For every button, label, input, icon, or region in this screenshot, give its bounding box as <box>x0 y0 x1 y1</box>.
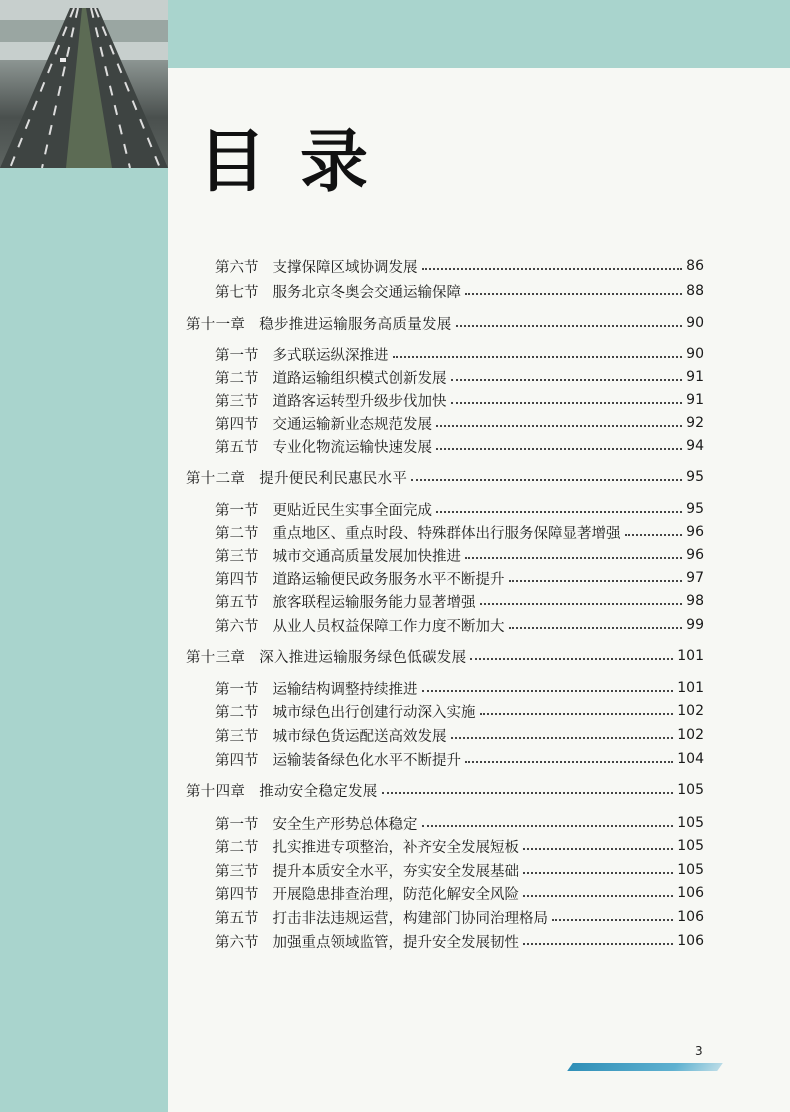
toc-section-entry[interactable] <box>215 567 704 589</box>
toc-entry-number: 第三节 <box>215 393 259 410</box>
toc-entry-label <box>215 545 461 566</box>
toc-entry-label <box>215 725 447 746</box>
toc-section-entry[interactable] <box>215 590 704 612</box>
toc-entry-title: 运输结构调整持续推进 <box>272 681 418 698</box>
toc-leader-dots <box>451 737 674 739</box>
toc-entry-number: 第二节 <box>215 839 259 856</box>
toc-entry-title: 更贴近民生实事全面完成 <box>272 502 432 519</box>
toc-entry-number: 第一节 <box>215 502 259 519</box>
toc-entry-label <box>215 390 447 411</box>
toc-entry-title: 交通运输新业态规范发展 <box>272 416 432 433</box>
toc-entry-page: 105 <box>677 838 704 854</box>
toc-entry-page: 91 <box>686 392 704 408</box>
toc-leader-dots <box>411 479 682 481</box>
toc-chapter-entry[interactable] <box>186 645 704 667</box>
toc-entry-number: 第十三章 <box>186 649 246 666</box>
toc-entry-label <box>186 780 378 801</box>
toc-entry-title: 道路运输便民政务服务水平不断提升 <box>272 571 505 588</box>
toc-leader-dots <box>523 872 673 874</box>
toc-leader-dots <box>523 943 673 945</box>
toc-entry-label <box>186 467 407 488</box>
toc-section-entry[interactable] <box>215 389 704 411</box>
toc-entry-label <box>215 701 476 722</box>
toc-section-entry[interactable] <box>215 906 704 928</box>
toc-entry-number: 第六节 <box>215 259 259 276</box>
toc-leader-dots <box>523 895 673 897</box>
toc-entry-title: 推动安全稳定发展 <box>259 783 378 800</box>
toc-leader-dots <box>509 627 683 629</box>
toc-entry-label <box>215 256 418 277</box>
toc-entry-number: 第二节 <box>215 525 259 542</box>
toc-section-entry[interactable] <box>215 859 704 881</box>
toc-entry-label <box>215 344 389 365</box>
toc-section-entry[interactable] <box>215 412 704 434</box>
toc-entry-number: 第十四章 <box>186 783 246 800</box>
toc-entry-title: 支撑保障区域协调发展 <box>272 259 418 276</box>
toc-entry-title: 服务北京冬奥会交通运输保障 <box>272 284 461 301</box>
toc-entry-page: 102 <box>677 727 704 743</box>
toc-leader-dots <box>422 825 674 827</box>
toc-entry-number: 第四节 <box>215 752 259 769</box>
toc-leader-dots <box>552 919 673 921</box>
toc-entry-page: 97 <box>686 570 704 586</box>
toc-entry-page: 99 <box>686 617 704 633</box>
toc-entry-title: 多式联运纵深推进 <box>272 347 389 364</box>
toc-section-entry[interactable] <box>215 498 704 520</box>
toc-leader-dots <box>480 603 683 605</box>
toc-entry-page: 86 <box>686 258 704 274</box>
toc-leader-dots <box>422 268 683 270</box>
toc-section-entry[interactable] <box>215 748 704 770</box>
toc-entry-label <box>215 436 432 457</box>
toc-section-entry[interactable] <box>215 435 704 457</box>
toc-entry-label <box>215 522 621 543</box>
toc-section-entry[interactable] <box>215 835 704 857</box>
toc-section-entry[interactable] <box>215 255 704 277</box>
toc-entry-number: 第一节 <box>215 816 259 833</box>
toc-leader-dots <box>465 293 682 295</box>
toc-section-entry[interactable] <box>215 930 704 952</box>
toc-entry-label <box>215 568 505 589</box>
toc-entry-page: 106 <box>677 885 704 901</box>
toc-entry-label <box>186 646 466 667</box>
toc-leader-dots <box>456 325 683 327</box>
toc-chapter-entry[interactable] <box>186 312 704 334</box>
toc-section-entry[interactable] <box>215 700 704 722</box>
toc-leader-dots <box>451 402 683 404</box>
toc-leader-dots <box>422 690 674 692</box>
toc-section-entry[interactable] <box>215 677 704 699</box>
toc-leader-dots <box>625 534 683 536</box>
toc-entry-label <box>215 860 519 881</box>
toc-entry-page: 92 <box>686 415 704 431</box>
toc-entry-page: 105 <box>677 815 704 831</box>
toc-section-entry[interactable] <box>215 521 704 543</box>
toc-entry-label <box>215 836 519 857</box>
toc-entry-label <box>215 749 461 770</box>
toc-entry-label <box>215 413 432 434</box>
toc-entry-page: 102 <box>677 703 704 719</box>
toc-entry-title: 稳步推进运输服务高质量发展 <box>259 316 452 333</box>
toc-entry-page: 90 <box>686 346 704 362</box>
toc-entry-title: 道路运输组织模式创新发展 <box>272 370 447 387</box>
toc-entry-number: 第二节 <box>215 370 259 387</box>
toc-entry-page: 90 <box>686 315 704 331</box>
toc-entry-page: 96 <box>686 547 704 563</box>
toc-entry-title: 城市绿色出行创建行动深入实施 <box>272 704 476 721</box>
toc-section-entry[interactable] <box>215 812 704 834</box>
toc-entry-number: 第六节 <box>215 934 259 951</box>
toc-leader-dots <box>382 792 674 794</box>
toc-entry-page: 94 <box>686 438 704 454</box>
toc-leader-dots <box>465 557 682 559</box>
toc-entry-title: 旅客联程运输服务能力显著增强 <box>272 594 476 611</box>
toc-leader-dots <box>436 511 682 513</box>
toc-entry-label <box>215 367 447 388</box>
toc-leader-dots <box>451 379 683 381</box>
toc-entry-page: 101 <box>677 648 704 664</box>
toc-section-entry[interactable] <box>215 614 704 636</box>
toc-entry-title: 加强重点领域监管，提升安全发展韧性 <box>272 934 519 951</box>
page-number: 3 <box>695 1044 703 1058</box>
toc-entry-number: 第二节 <box>215 704 259 721</box>
toc-entry-number: 第七节 <box>215 284 259 301</box>
toc-entry-number: 第一节 <box>215 681 259 698</box>
toc-entry-page: 101 <box>677 680 704 696</box>
toc-entry-title: 城市交通高质量发展加快推进 <box>272 548 461 565</box>
toc-entry-label <box>215 883 519 904</box>
toc-entry-title: 从业人员权益保障工作力度不断加大 <box>272 618 505 635</box>
toc-entry-page: 88 <box>686 283 704 299</box>
toc-entry-number: 第五节 <box>215 594 259 611</box>
toc-entry-label <box>215 813 418 834</box>
toc-entry-title: 安全生产形势总体稳定 <box>272 816 418 833</box>
toc-entry-label <box>215 281 461 302</box>
toc-entry-number: 第四节 <box>215 886 259 903</box>
toc-leader-dots <box>523 848 673 850</box>
toc-entry-page: 95 <box>686 501 704 517</box>
footer-decoration <box>567 1063 723 1071</box>
toc-entry-label <box>186 313 452 334</box>
toc-leader-dots <box>480 713 674 715</box>
toc-entry-number: 第五节 <box>215 439 259 456</box>
toc-entry-page: 96 <box>686 524 704 540</box>
page-title: 目录 <box>198 123 403 202</box>
toc-leader-dots <box>393 356 683 358</box>
toc-entry-label <box>215 591 476 612</box>
toc-entry-number: 第三节 <box>215 548 259 565</box>
toc-entry-page: 98 <box>686 593 704 609</box>
toc-entry-title: 城市绿色货运配送高效发展 <box>272 728 447 745</box>
toc-entry-number: 第十一章 <box>186 316 246 333</box>
toc-section-entry[interactable] <box>215 882 704 904</box>
toc-entry-label <box>215 678 418 699</box>
toc-entry-number: 第四节 <box>215 416 259 433</box>
toc-entry-page: 104 <box>677 751 704 767</box>
toc-leader-dots <box>470 658 673 660</box>
toc-section-entry[interactable] <box>215 343 704 365</box>
toc-entry-title: 打击非法违规运营，构建部门协同治理格局 <box>272 910 548 927</box>
toc-entry-label <box>215 931 519 952</box>
toc-entry-number: 第三节 <box>215 728 259 745</box>
toc-entry-page: 105 <box>677 782 704 798</box>
toc-leader-dots <box>436 425 682 427</box>
toc-leader-dots <box>465 761 673 763</box>
toc-section-entry[interactable] <box>215 366 704 388</box>
toc-entry-title: 深入推进运输服务绿色低碳发展 <box>259 649 467 666</box>
toc-leader-dots <box>436 448 682 450</box>
toc-entry-title: 开展隐患排查治理，防范化解安全风险 <box>272 886 519 903</box>
toc-section-entry[interactable] <box>215 280 704 302</box>
toc-entry-label <box>215 615 505 636</box>
toc-entry-number: 第六节 <box>215 618 259 635</box>
toc-entry-title: 道路客运转型升级步伐加快 <box>272 393 447 410</box>
toc-entry-title: 提升本质安全水平，夯实安全发展基础 <box>272 863 519 880</box>
toc-entry-number: 第一节 <box>215 347 259 364</box>
toc-entry-title: 扎实推进专项整治，补齐安全发展短板 <box>272 839 519 856</box>
toc-entry-page: 106 <box>677 909 704 925</box>
toc-section-entry[interactable] <box>215 544 704 566</box>
toc-chapter-entry[interactable] <box>186 779 704 801</box>
toc-entry-page: 95 <box>686 469 704 485</box>
toc-entry-page: 91 <box>686 369 704 385</box>
toc-section-entry[interactable] <box>215 724 704 746</box>
toc-entry-page: 106 <box>677 933 704 949</box>
toc-entry-number: 第五节 <box>215 910 259 927</box>
toc-entry-title: 重点地区、重点时段、特殊群体出行服务保障显著增强 <box>272 525 621 542</box>
toc-entry-title: 运输装备绿色化水平不断提升 <box>272 752 461 769</box>
toc-entry-title: 专业化物流运输快速发展 <box>272 439 432 456</box>
toc-entry-number: 第三节 <box>215 863 259 880</box>
toc-chapter-entry[interactable] <box>186 466 704 488</box>
toc-entry-number: 第十二章 <box>186 470 246 487</box>
toc-entry-title: 提升便民利民惠民水平 <box>259 470 408 487</box>
toc-entry-label <box>215 907 548 928</box>
toc-leader-dots <box>509 580 683 582</box>
toc-entry-number: 第四节 <box>215 571 259 588</box>
toc-entry-label <box>215 499 432 520</box>
toc-entry-page: 105 <box>677 862 704 878</box>
